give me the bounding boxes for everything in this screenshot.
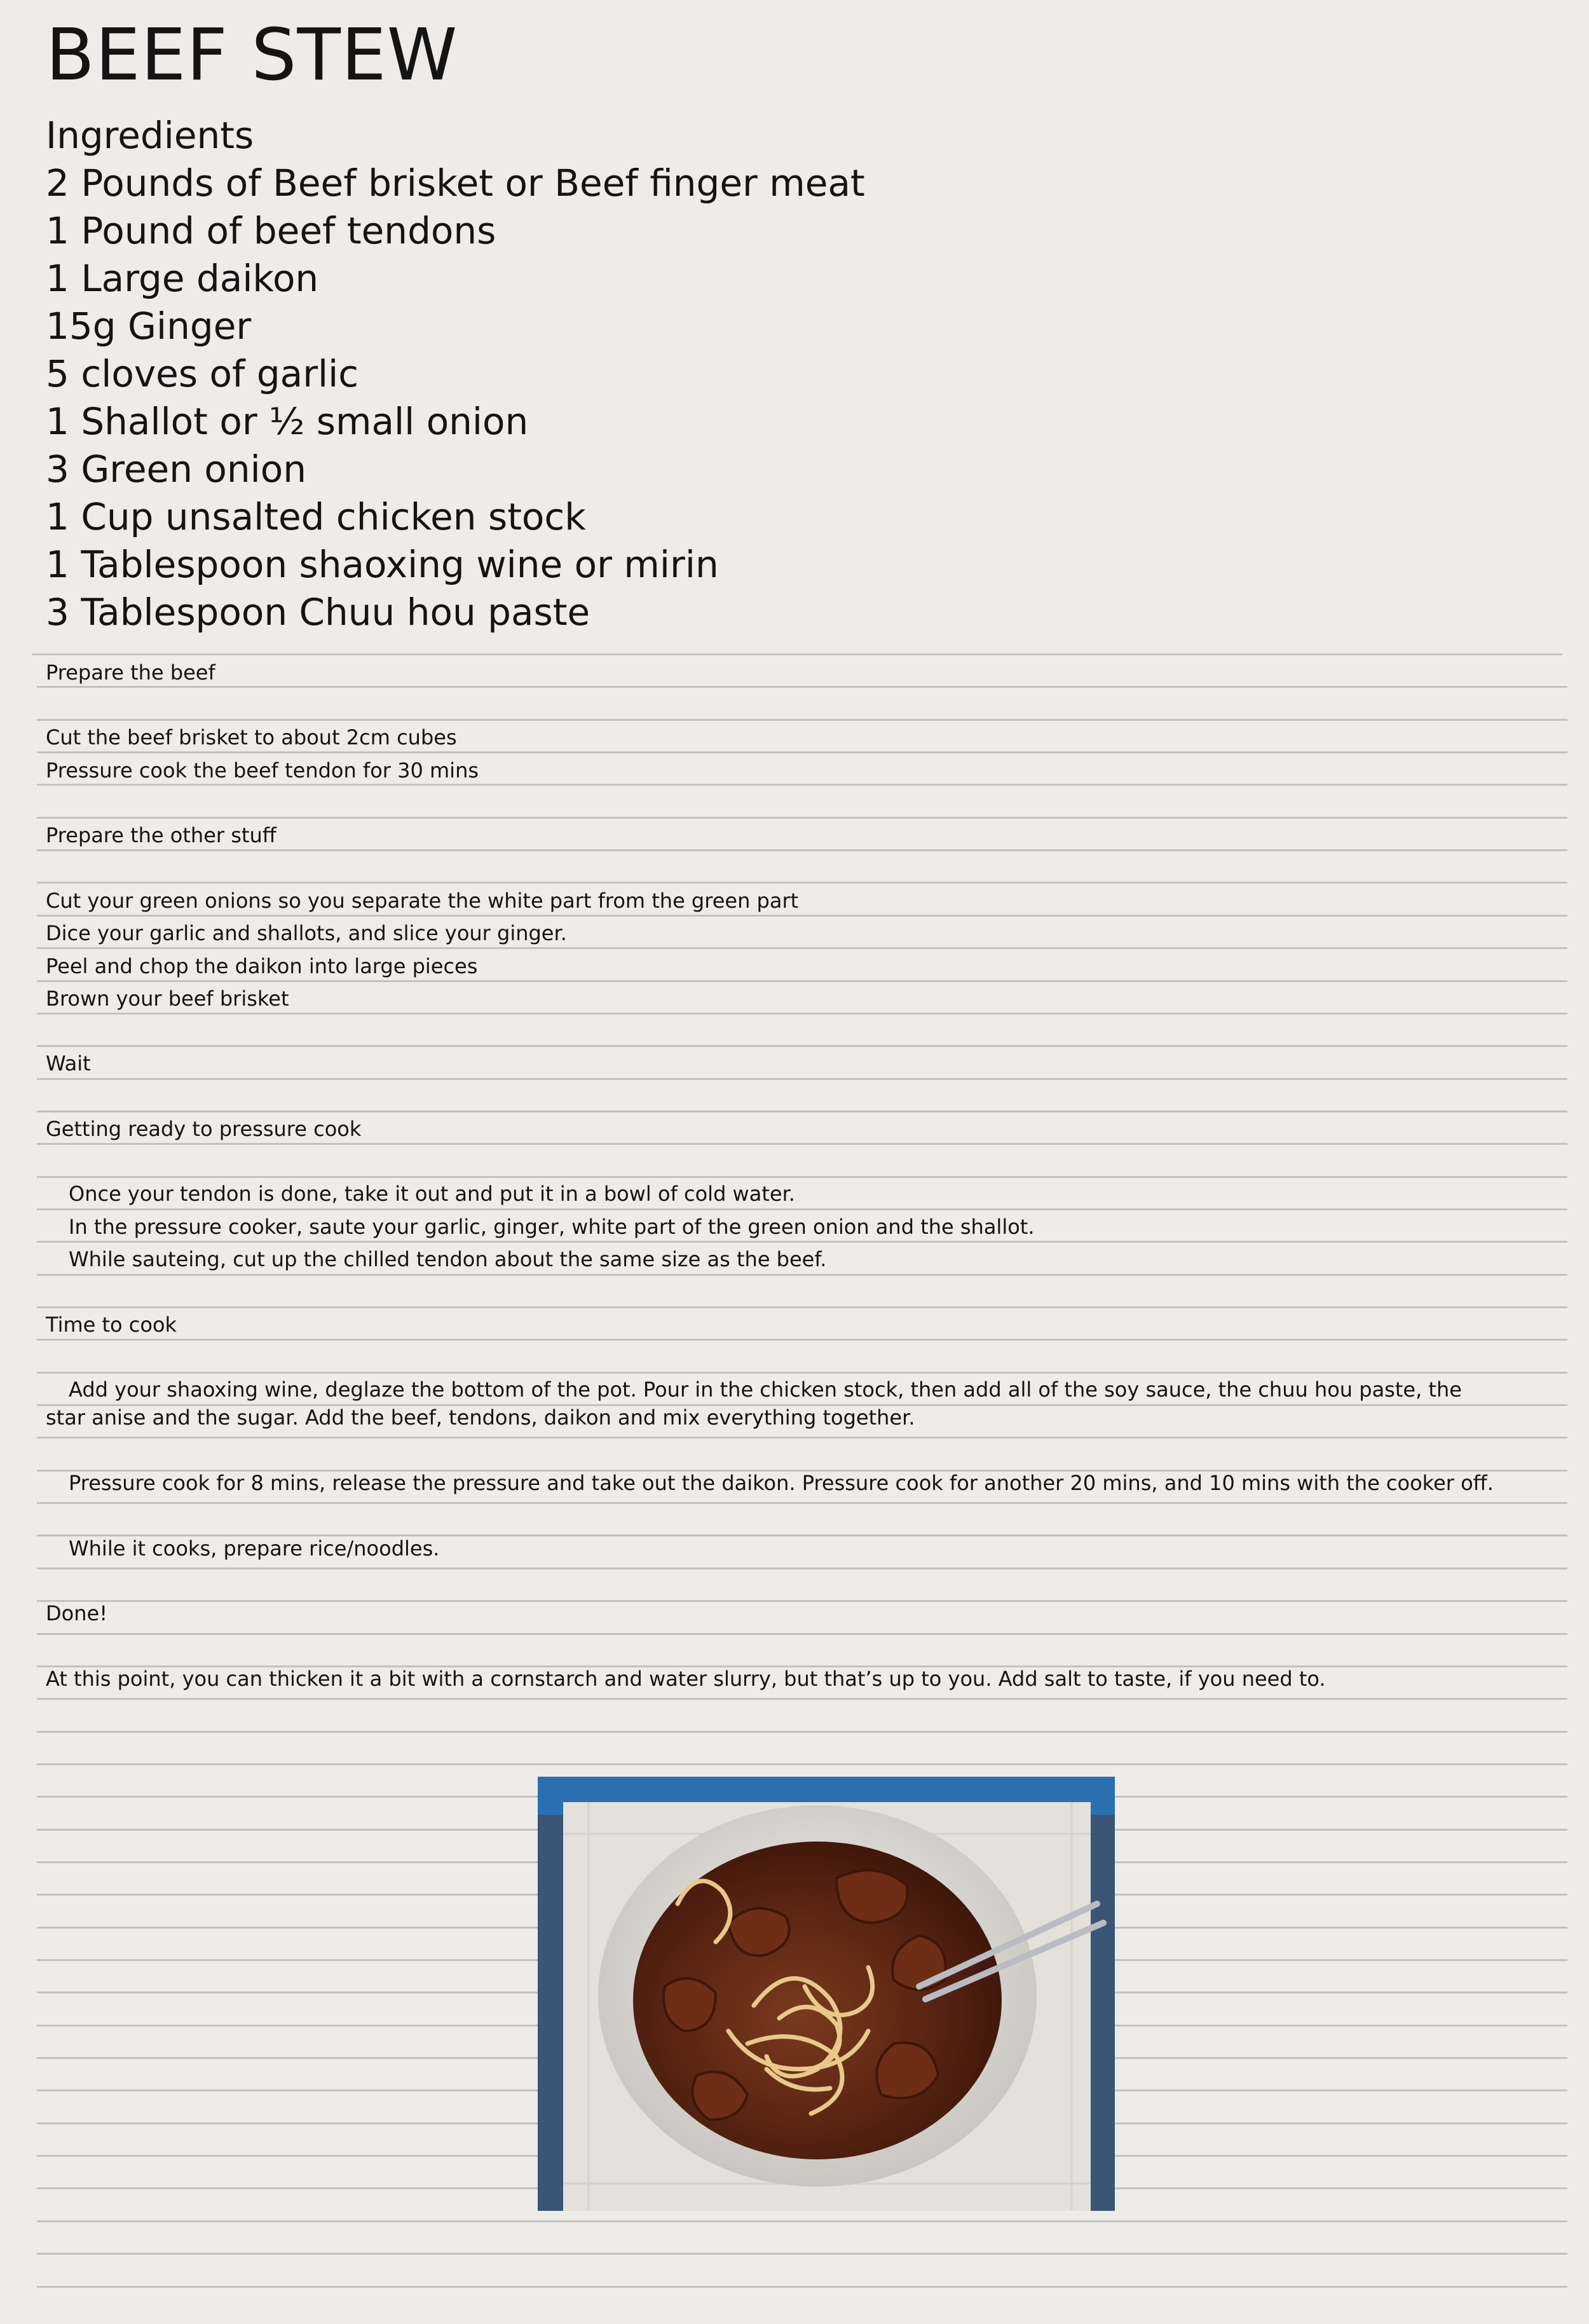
ruled-line — [37, 915, 1567, 917]
ruled-line — [32, 653, 1562, 655]
ruled-line — [37, 1143, 1567, 1145]
step-text: Dice your garlic and shallots, and slice your ginger. — [46, 921, 567, 945]
section-heading-done: Done! — [46, 1601, 108, 1625]
stew-photo-drawing — [538, 1777, 1115, 2211]
ruled-line — [37, 882, 1567, 884]
step-text: Add your shaoxing wine, deglaze the bottom of the pot. Pour in the chicken stock, then add all of the soy sauce, the chuu hou paste, the star anise and the sugar. Add the beef, tendons, daikon and mix everything together. — [46, 1377, 1462, 1430]
ingredient-item: 2 Pounds of Beef brisket or Beef finger meat — [46, 161, 865, 205]
ruled-line — [37, 1731, 1567, 1733]
ruled-line — [37, 980, 1567, 982]
step-text: Once your tendon is done, take it out and put it in a bowl of cold water. — [69, 1182, 795, 1206]
recipe-title: BEEF STEW — [46, 14, 458, 97]
ingredient-item: 1 Cup unsalted chicken stock — [46, 495, 586, 538]
ruled-line — [37, 1013, 1567, 1015]
step-text: Cut the beef brisket to about 2cm cubes — [46, 725, 457, 749]
step-text: In the pressure cooker, saute your garlic, ginger, white part of the green onion and the shallot. — [69, 1215, 1035, 1239]
ingredients-list — [46, 160, 865, 636]
step-text: Pressure cook for 8 mins, release the pressure and take out the daikon. Pressure cook for another 20 mins, and 10 mins with the cooker off. — [69, 1471, 1494, 1495]
ruled-line — [37, 719, 1567, 721]
step-text: Pressure cook the beef tendon for 30 mins — [46, 758, 479, 783]
ruled-line — [37, 1045, 1567, 1047]
ruled-line — [37, 2286, 1567, 2288]
step-text: At this point, you can thicken it a bit with a cornstarch and water slurry, but that’s up to you. Add salt to taste, if you need to. — [46, 1667, 1326, 1691]
ingredient-item: 5 cloves of garlic — [46, 352, 359, 395]
ruled-line — [37, 1208, 1567, 1210]
step-text: While it cooks, prepare rice/noodles. — [69, 1536, 440, 1561]
ingredient-item: 1 Shallot or ½ small onion — [46, 400, 529, 443]
ruled-line — [37, 1241, 1567, 1243]
section-heading-prepare-other: Prepare the other stuff — [46, 823, 276, 847]
ruled-line — [37, 1274, 1567, 1276]
ruled-line — [37, 2220, 1567, 2222]
ruled-line — [37, 751, 1567, 753]
ruled-line — [37, 1306, 1567, 1308]
ruled-line — [37, 1437, 1567, 1439]
ingredient-item: 1 Tablespoon shaoxing wine or mirin — [46, 543, 719, 586]
ruled-line — [37, 1600, 1567, 1602]
ruled-line — [37, 1502, 1567, 1504]
ingredients-heading: Ingredients — [46, 114, 254, 157]
step-text: Peel and chop the daikon into large pieces — [46, 954, 478, 978]
ruled-line — [37, 1698, 1567, 1700]
ingredient-item: 15g Ginger — [46, 304, 252, 348]
ingredient-item: 1 Pound of beef tendons — [46, 209, 496, 252]
step-text: Cut your green onions so you separate the white part from the green part — [46, 889, 799, 913]
section-heading-time-to-cook: Time to cook — [46, 1313, 177, 1337]
ruled-line — [37, 1176, 1567, 1178]
section-heading-getting-ready: Getting ready to pressure cook — [46, 1117, 362, 1141]
ruled-line — [37, 849, 1567, 851]
section-heading-prepare-beef: Prepare the beef — [46, 660, 215, 685]
bowl-of-beef-stew-with-noodles-photo — [538, 1777, 1115, 2211]
step-text: Brown your beef brisket — [46, 987, 289, 1011]
section-heading-wait: Wait — [46, 1051, 91, 1076]
ruled-line — [37, 817, 1567, 819]
ruled-line — [37, 1568, 1567, 1569]
ruled-line — [37, 947, 1567, 949]
ruled-line — [37, 1078, 1567, 1080]
ruled-line — [37, 1633, 1567, 1635]
step-text: While sauteing, cut up the chilled tendon about the same size as the beef. — [69, 1247, 827, 1271]
ruled-line — [37, 1763, 1567, 1765]
ruled-line — [37, 1372, 1567, 1374]
ingredient-item: 3 Tablespoon Chuu hou paste — [46, 591, 590, 634]
ruled-line — [37, 686, 1567, 688]
ingredient-item: 3 Green onion — [46, 448, 307, 491]
ingredient-item: 1 Large daikon — [46, 257, 319, 300]
ruled-line — [37, 1111, 1567, 1112]
ruled-line — [37, 2253, 1567, 2255]
ruled-line — [37, 1339, 1567, 1341]
